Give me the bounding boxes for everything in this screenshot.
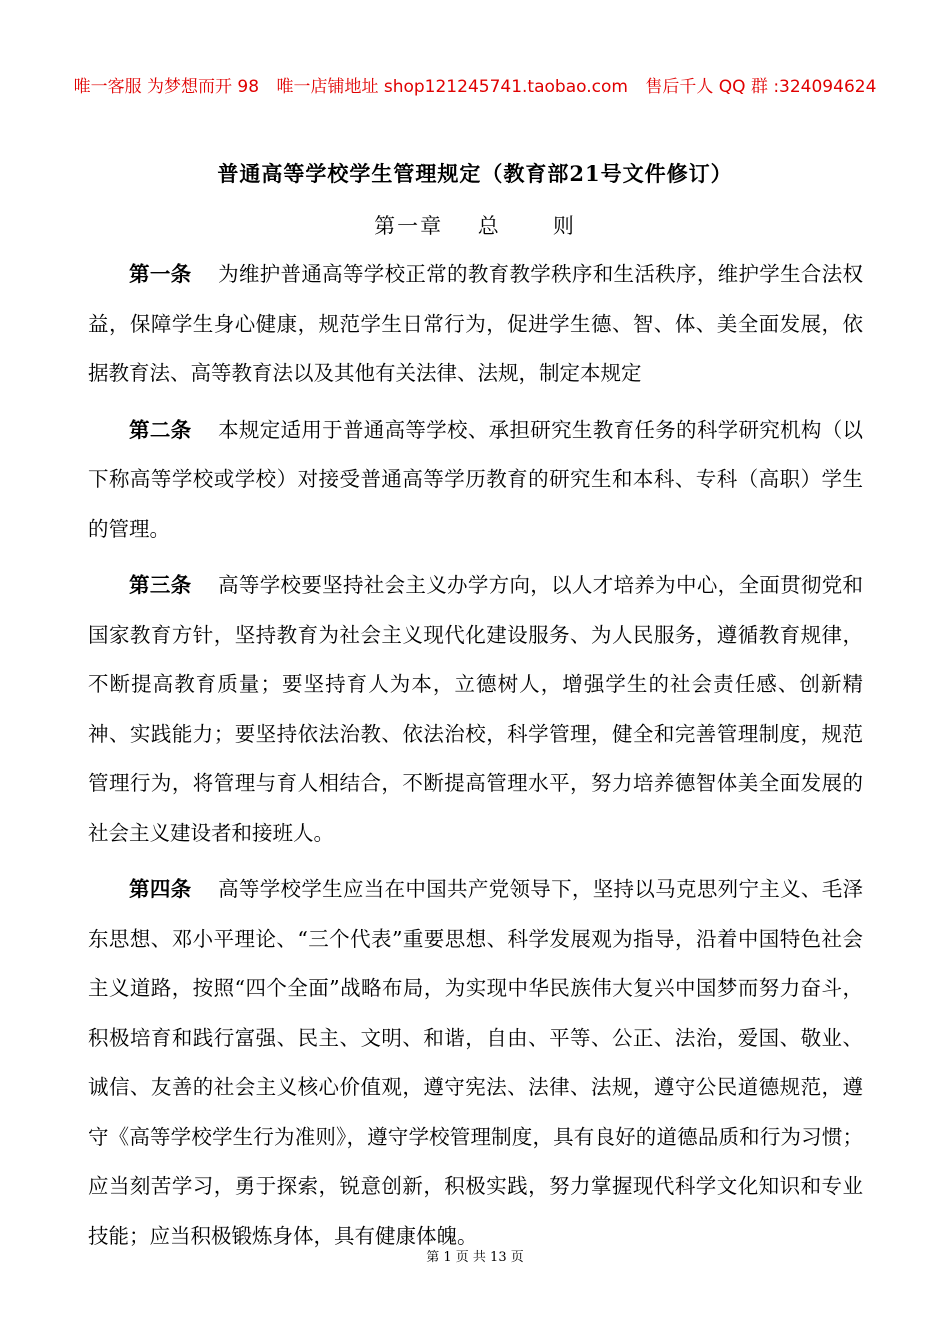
article-1 — [88, 250, 863, 399]
document-title: 普通高等学校学生管理规定（教育部21号文件修订） — [217, 161, 733, 186]
article-3 — [88, 561, 863, 858]
shop-address-link[interactable]: 唯一店铺地址 shop121245741.taobao.com — [276, 77, 628, 97]
article-text: 为维护普通高等学校正常的教育教学秩序和生活秩序，维护学生合法权益，保障学生身心健康，规范学生日常行为，促进学生德、智、体、美全面发展，依据教育法、高等教育法以及其他有关法律、法规，制定本规定 — [88, 262, 864, 385]
document-body — [88, 250, 863, 1268]
article-label: 第一条 — [129, 262, 192, 286]
article-label: 第二条 — [129, 417, 192, 442]
article-text: 高等学校要坚持社会主义办学方向，以人才培养为中心，全面贯彻党和国家教育方针，坚持教育为社会主义现代化建设服务、为人民服务，遵循教育规律，不断提高教育质量；要坚持育人为本，立德树人，增强学生的社会责任感、创新精神、实践能力；要坚持依法治教、依法治校，科学管理，健全和完善管理制度，规范管理行为，将管理与育人相结合，不断提高管理水平，努力培养德智体美全面发展的社会主义建设者和接班人。 — [88, 573, 864, 845]
article-label: 第四条 — [129, 877, 192, 901]
seller-info: 唯一客服 为梦想而开 98 — [73, 77, 260, 97]
promo-header — [0, 72, 950, 97]
chapter-title: 第一章 总 则 — [374, 214, 576, 238]
page-footer: 第 1 页 共 13 页 — [426, 1250, 524, 1265]
article-4 — [88, 865, 863, 1261]
article-text: 高等学校学生应当在中国共产党领导下，坚持以马克思列宁主义、毛泽东思想、邓小平理论、“三个代表”重要思想、科学发展观为指导，沿着中国特色社会主义道路，按照“四个全面”战略布局，为实现中华民族伟大复兴中国梦而努力奋斗，积极培育和践行富强、民主、文明、和谐，自由、平等、公正、法治，爱国、敬业、诚信、友善的社会主义核心价值观，遵守宪法、法律、法规，遵守公民道德规范，遵守《高等学校学生行为准则》，遵守学校管理制度，具有良好的道德品质和行为习惯；应当刻苦学习，勇于探索，锐意创新，积极实践，努力掌握现代科学文化知识和专业技能；应当积极锻炼身体，具有健康体魄。 — [88, 877, 864, 1248]
qq-group-info: 售后千人 QQ 群 :324094624 — [645, 77, 877, 97]
article-text: 本规定适用于普通高等学校、承担研究生教育任务的科学研究机构（以下称高等学校或学校）对接受普通高等学历教育的研究生和本科、专科（高职）学生的管理。 — [88, 417, 864, 541]
article-label: 第三条 — [129, 573, 192, 597]
article-2 — [88, 406, 863, 555]
